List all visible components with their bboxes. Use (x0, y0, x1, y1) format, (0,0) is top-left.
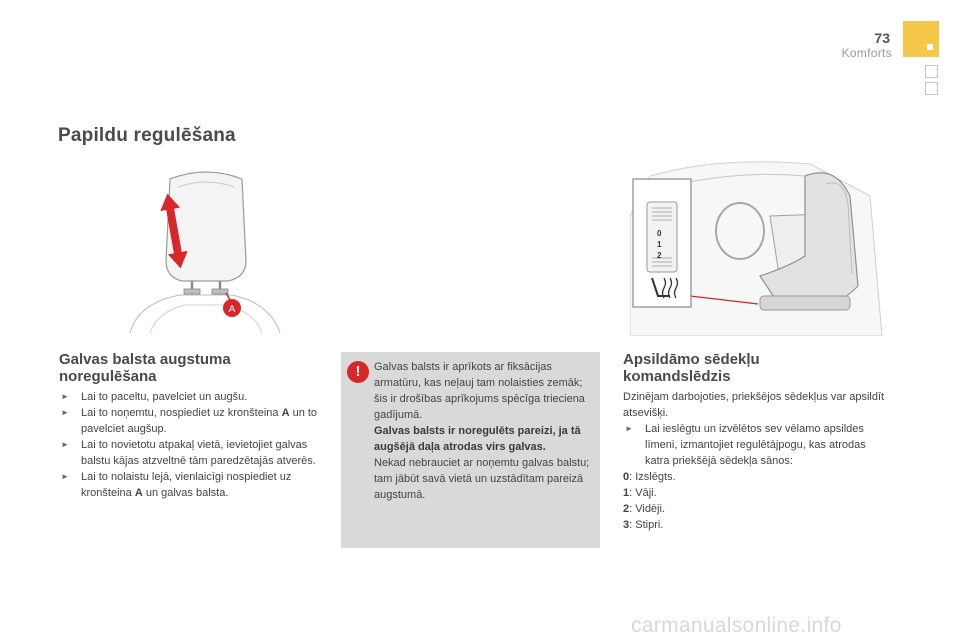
list-item: ► Lai to novietotu atpakaļ vietā, ievietojiet galvas balstu kājas atzveltnē tām paredzētajās atverēs. (59, 437, 321, 469)
nav-square-2 (925, 82, 938, 95)
dial-label-0: 0 (657, 229, 662, 238)
dial-label-2: 2 (657, 251, 662, 260)
headrest-illustration (122, 163, 287, 333)
headrest-instructions (59, 389, 321, 501)
watermark: carmanualsonline.info (631, 614, 842, 637)
heat-level-2: 2: Vidēji. (623, 503, 665, 515)
nav-square-1 (925, 65, 938, 78)
car-seat-illustration (630, 156, 883, 336)
page-title: Papildu regulēšana (58, 125, 236, 146)
heat-level-3: 3: Stipri. (623, 519, 664, 531)
heated-seats-instructions (623, 421, 891, 533)
section-label: Komforts (841, 46, 892, 60)
warning-icon: ! (347, 361, 369, 383)
callout-a-label: A (228, 304, 236, 315)
list-item: ► Lai to paceltu, pavelciet un augšu. (59, 389, 321, 405)
list-item: ► Lai to nolaistu lejā, vienlaicīgi nospiediet uz kronšteina A un galvas balsta. (59, 469, 321, 501)
list-item: ► Lai ieslēgtu un izvēlētos sev vēlamo apsildes līmeni, izmantojiet regulētājpogu, kas atrodas katra priekšējā sēdekļa sānos: (623, 421, 891, 469)
heated-seats-intro: Dzinējam darbojoties, priekšējos sēdekļus var apsildīt atsevišķi. (623, 391, 885, 419)
list-item: ► Lai to noņemtu, nospiediet uz kronšteina A un to pavelciet augšup. (59, 405, 321, 437)
chapter-tab-mark (927, 44, 933, 50)
headrest-heading: Galvas balsta augstuma noregulēšana (59, 351, 231, 385)
heat-levels (623, 469, 891, 533)
heat-level-0: 0: Izslēgts. (623, 471, 676, 483)
dial-label-1: 1 (657, 240, 662, 249)
heated-seats-heading: Apsildāmo sēdekļu komandslēdzis (623, 351, 760, 385)
heat-level-1: 1: Vāji. (623, 487, 657, 499)
page-number: 73 (874, 30, 890, 46)
warning-emphasis: Galvas balsts ir noregulēts pareizi, ja tā augšējā daļa atrodas virs galvas. (374, 425, 581, 453)
warning-text: Galvas balsts ir aprīkots ar fiksācijas armatūru, kas neļauj tam nolaisties zemāk; šis ir drošības aprīkojums spēcīga trieciena gadījumā. Galvas balsts ir noregulēts pareizi, ja tā augšējā daļa atrodas virs galvas. Nekad nebrauciet ar noņemtu galvas balstu; tam jābūt savā vietā un uzstādītam pareizā augstumā. (374, 361, 590, 501)
chapter-tab (903, 21, 939, 57)
